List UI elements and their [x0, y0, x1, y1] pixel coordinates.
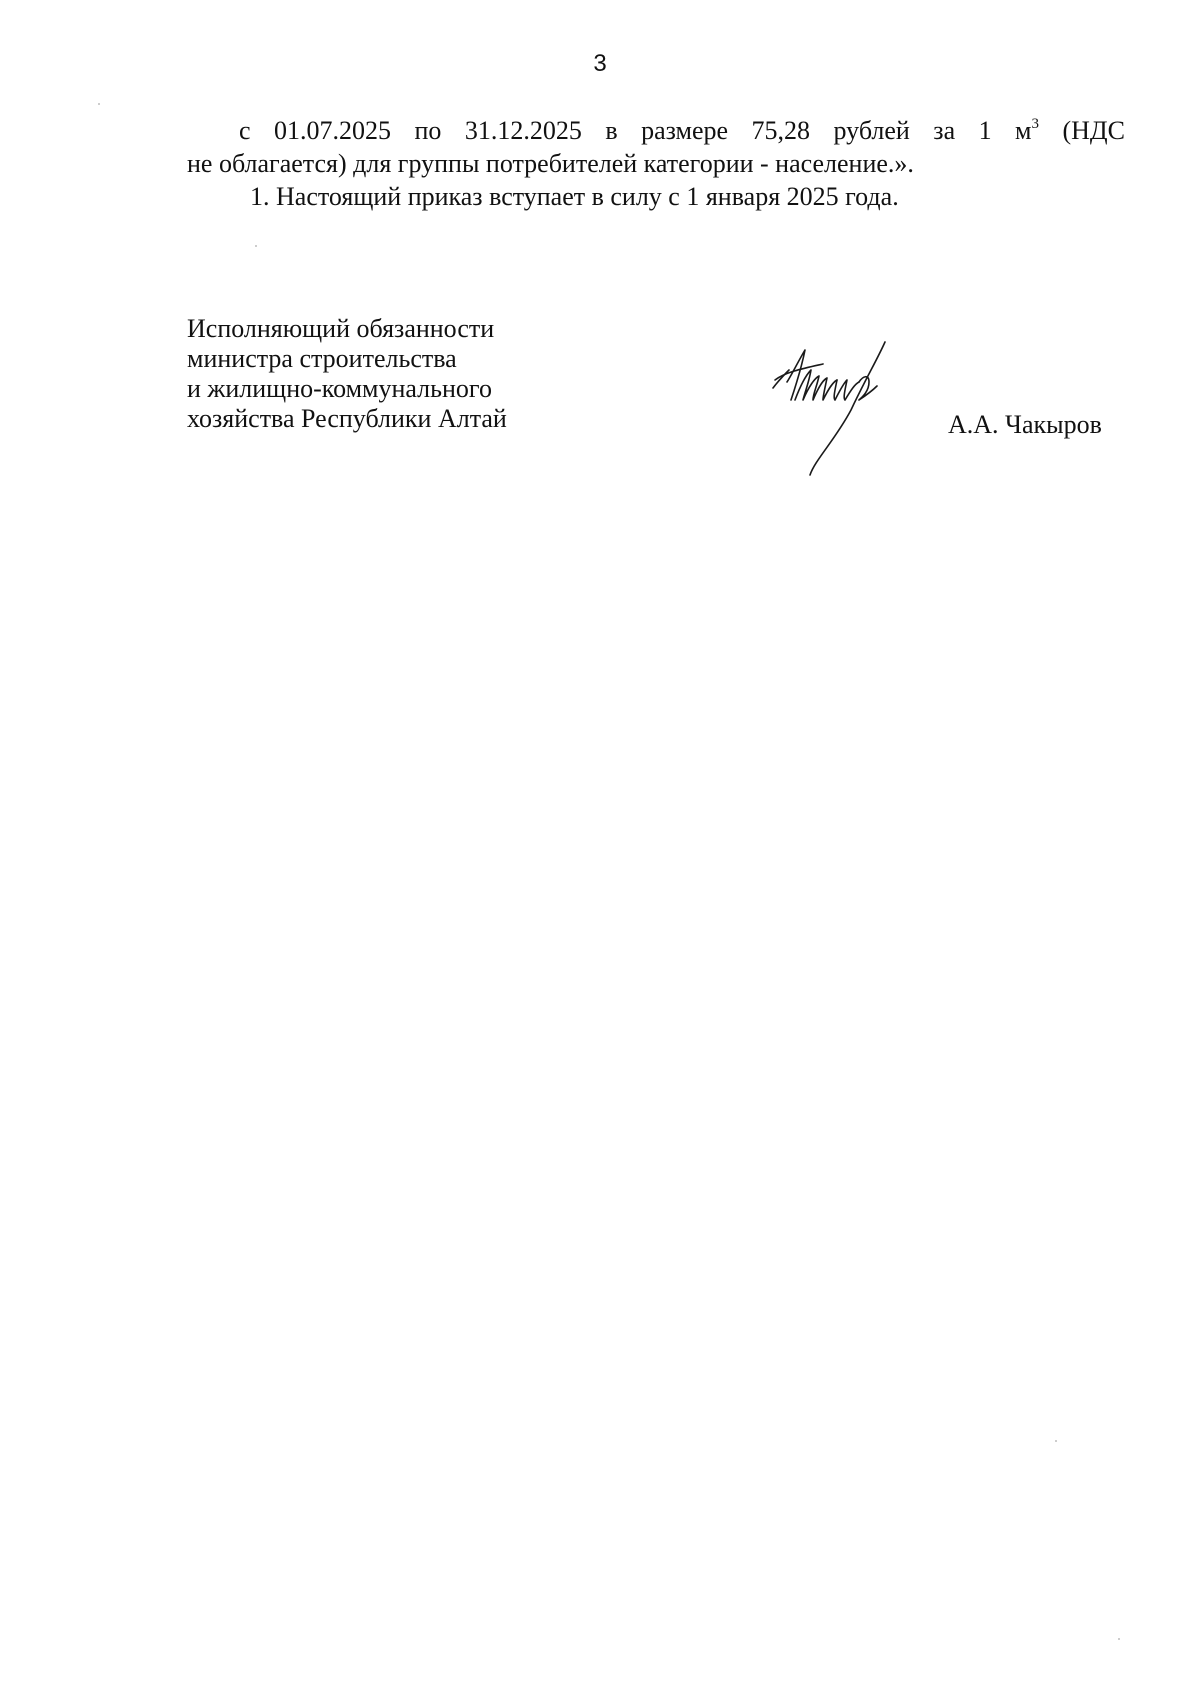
signer-name: А.А. Чакыров	[948, 410, 1102, 439]
page-number: 3	[593, 50, 607, 77]
signatory-title-line: Исполняющий обязанности	[187, 314, 495, 343]
tariff-paragraph	[187, 114, 1125, 180]
handwritten-signature	[765, 340, 965, 480]
tariff-text-end: (НДС	[1039, 116, 1125, 145]
tariff-paragraph-line-2: не облагается) для группы потребителей категории - население.».	[187, 149, 914, 178]
scan-speck	[98, 103, 100, 105]
tariff-text: с 01.07.2025 по 31.12.2025 в размере 75,28 рублей за 1 м	[239, 116, 1032, 145]
tariff-paragraph-line-1	[187, 114, 1125, 147]
scan-speck	[1118, 1638, 1120, 1640]
signatory-title-line: и жилищно-коммунального	[187, 374, 492, 403]
cubic-superscript: 3	[1031, 116, 1040, 132]
scan-speck	[255, 245, 257, 247]
signatory-title	[187, 314, 507, 434]
signatory-title-line: хозяйства Республики Алтай	[187, 404, 507, 433]
signatory-title-line: министра строительства	[187, 344, 457, 373]
document-body	[187, 114, 1125, 213]
effective-date-paragraph: 1. Настоящий приказ вступает в силу с 1 января 2025 года.	[250, 182, 899, 211]
scan-speck	[1055, 1440, 1057, 1442]
